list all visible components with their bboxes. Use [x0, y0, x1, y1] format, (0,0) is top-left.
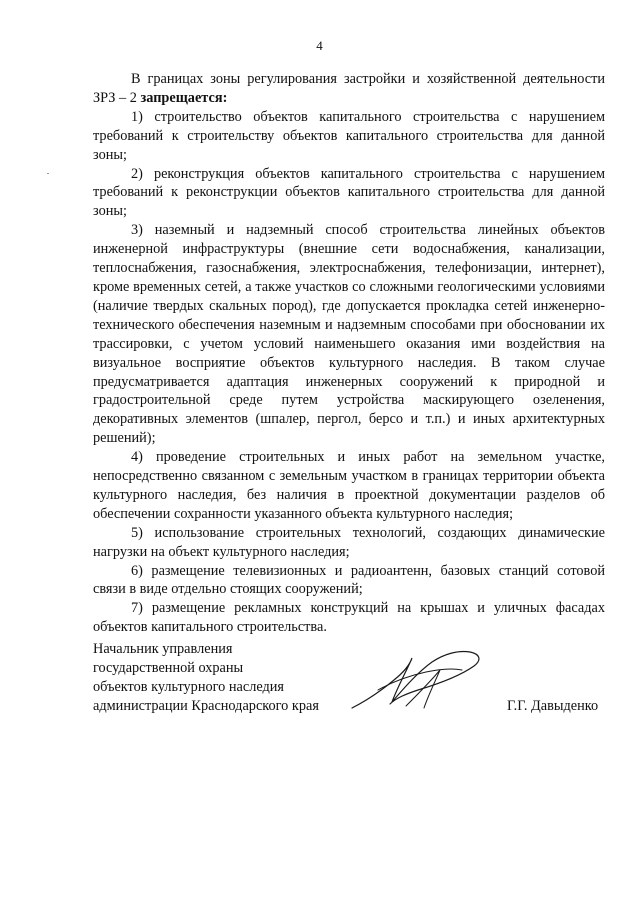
page-number: 4	[316, 38, 323, 53]
intro-paragraph	[93, 70, 605, 108]
signatory-title-line: Начальник управления	[93, 641, 233, 657]
signatory-title-line: администрации Краснодарского края	[93, 697, 319, 714]
list-item: 2) реконструкция объектов капитального строительства с нарушением требований к реконструкции объектов капитального строительства для данной зоны;	[93, 165, 605, 220]
list-item: 1) строительство объектов капитального строительства с нарушением требований к строительству объектов капитального строительства для данной зоны;	[93, 108, 605, 163]
signatory-title	[93, 640, 319, 716]
signatory-title-line: объектов культурного наследия	[93, 678, 284, 695]
signatory-name: Г.Г. Давыденко	[507, 697, 599, 714]
handwritten-signature	[348, 646, 488, 714]
list-item: 4) проведение строительных и иных работ на земельном участке, непосредственно связанном с земельным участком в границах территории объекта культурного наследия, без наличия в проектной документации разделов об обеспечении сохранности указанного объекта культурного наследия;	[93, 449, 605, 522]
list-item: 5) использование строительных технологий, создающих динамические нагрузки на объект культурного наследия;	[93, 524, 605, 560]
list-item: 3) наземный и надземный способ строительства линейных объектов инженерной инфраструктуры (внешние сети водоснабжения, канализации, теплоснабжения, газоснабжения, электроснабжения, телефонизации, интернет), кроме временных сетей, а также участков со сложными геологическими условиями (наличие твердых скальных пород), где допускается прокладка сетей инженерно-технического обеспечения наземным и надземным способами при обосновании их трассировки, с учетом условий наименьшего оказания ими воздействия на визуальное восприятие объектов культурного наследия. В таком случае предусматривается адаптация инженерных сооружений к природной и градостроительной среде путем устройства маскирующего озеленения, декоративных элементов (шпалер, пергол, берсо и т.п.) и иных архитектурных решений);	[93, 222, 605, 447]
document-body	[93, 70, 605, 637]
margin-mark	[47, 173, 49, 174]
signatory-title-line: государственной охраны	[93, 659, 244, 676]
intro-text: В границах зоны регулирования застройки и хозяйственной деятельности ЗРЗ – 2	[93, 71, 605, 106]
list-item: 7) размещение рекламных конструкций на крышах и уличных фасадах объектов капитального строительства.	[93, 600, 605, 636]
list-item: 6) размещение телевизионных и радиоантенн, базовых станций сотовой связи в виде отдельно стоящих сооружений;	[93, 562, 605, 598]
signature-block	[93, 640, 613, 720]
intro-bold-text: запрещается:	[140, 89, 228, 106]
